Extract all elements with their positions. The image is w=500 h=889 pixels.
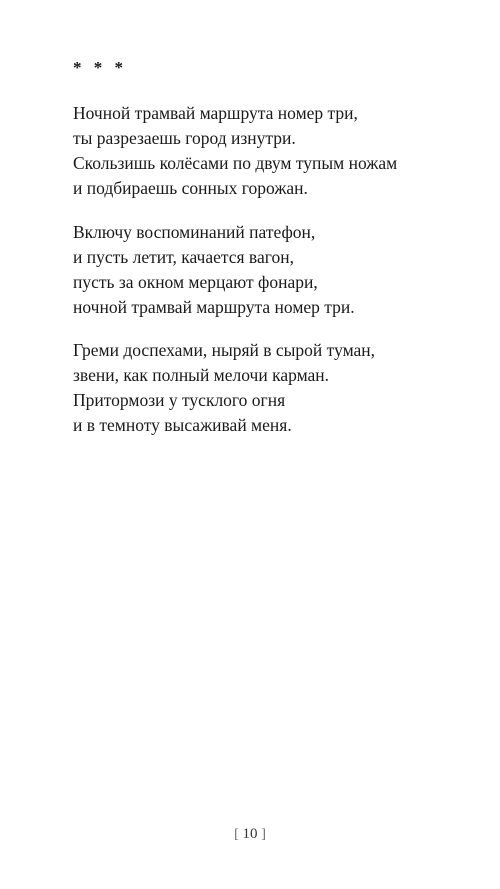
poem-line: звени, как полный мелочи карман. bbox=[73, 365, 330, 385]
poem-line: Включу воспоминаний патефон, bbox=[73, 222, 316, 242]
page-number-bracket-left: [ bbox=[234, 827, 239, 842]
page-number-value: 10 bbox=[242, 826, 258, 842]
page-number-bracket-right: ] bbox=[261, 827, 266, 842]
poem-line: пусть за окном мерцают фонари, bbox=[73, 272, 318, 292]
poem-separator: * * * bbox=[73, 58, 127, 77]
poem-line: Ночной трамвай маршрута номер три, bbox=[73, 103, 358, 123]
stanza-2 bbox=[73, 220, 473, 320]
poem-line: и в темноту высаживай меня. bbox=[73, 415, 292, 435]
stanza-1 bbox=[73, 101, 473, 201]
poem-line: и подбираешь сонных горожан. bbox=[73, 178, 308, 198]
poem-line: Скользишь колёсами по двум тупым ножам bbox=[73, 153, 398, 173]
poem-line: Греми доспехами, ныряй в сырой туман, bbox=[73, 340, 376, 360]
poem-line: и пусть летит, качается вагон, bbox=[73, 247, 294, 267]
poem-line: Притормози у тусклого огня bbox=[73, 390, 286, 410]
stanza-3 bbox=[73, 338, 473, 438]
poem-line: ночной трамвай маршрута номер три. bbox=[73, 297, 355, 317]
poem-line: ты разрезаешь город изнутри. bbox=[73, 128, 296, 148]
page-number bbox=[0, 824, 500, 845]
